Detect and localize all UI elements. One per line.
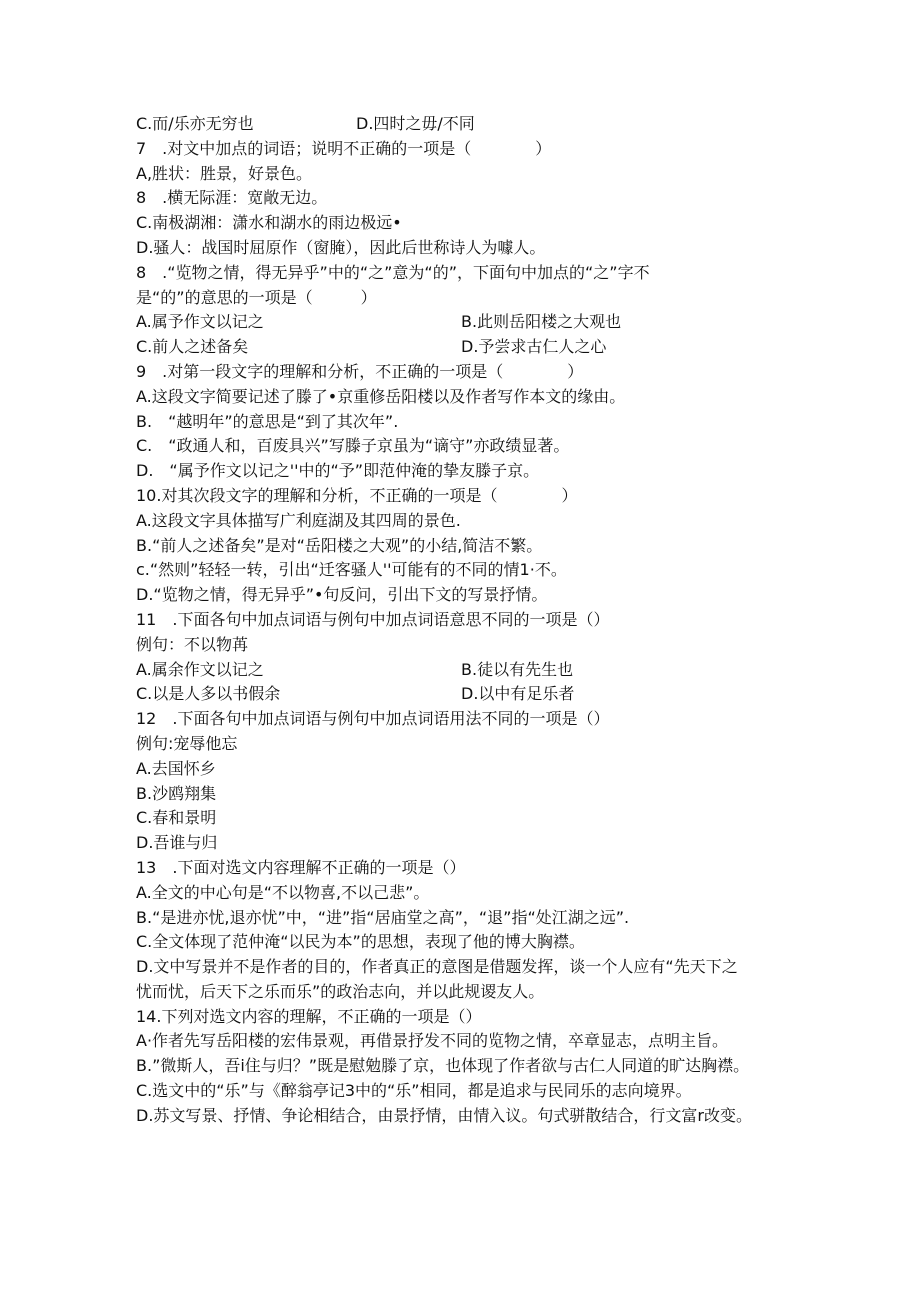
text-line: 11 .下面各句中加点词语与例句中加点词语意思不同的一项是（）	[136, 609, 610, 629]
text-line: B. “越明年”的意思是“到了其次年”.	[136, 411, 399, 431]
question-text-block	[136, 112, 796, 1129]
option-row	[136, 335, 796, 360]
text-line: 8 .“览物之情，得无异乎”中的“之”意为“的”，下面句中加点的“之”字不	[136, 262, 650, 282]
option-text: D.以中有足乐者	[461, 684, 575, 704]
option-text: A.属予作文以记之	[136, 312, 264, 332]
text-line: D.吾谁与归	[136, 833, 218, 853]
text-line: 是“的”的意思的一项是（ ）	[136, 287, 377, 307]
option-row	[136, 310, 796, 335]
option-text: C.以是人多以书假余	[136, 684, 281, 704]
text-line: C.选文中的“乐”与《醉翁亭记3中的“乐”相同，都是追求与民同乐的志向境界。	[136, 1081, 692, 1101]
option-row	[136, 112, 796, 137]
text-line: B.“是进亦忧,退亦忧”中，“进”指“居庙堂之高”，“退”指“处江湖之远”.	[136, 907, 630, 927]
text-line: 忧而忧，后天下之乐而乐”的政治志向，并以此规谡友人。	[136, 981, 545, 1001]
text-line: C.南极湖湘：潇水和湖水的雨边极远•	[136, 213, 402, 233]
text-line: 8 .横无际涯：宽敞无边。	[136, 188, 328, 208]
option-text: C.前人之述备矣	[136, 337, 249, 357]
option-row	[136, 658, 796, 683]
text-line: A.这段文字简要记述了滕了•京重修岳阳楼以及作者写作本文的缘由。	[136, 386, 626, 406]
text-line: D.苏文写景、抒情、争论相结合，由景抒情，由情入议。句式骈散结合，行文富r改变。	[136, 1105, 752, 1125]
text-line: C. “政通人和，百废具兴”写滕子京虽为“谪守”亦政绩显著。	[136, 436, 570, 456]
option-text: B.此则岳阳楼之大观也	[461, 312, 622, 332]
option-text: A.属余作文以记之	[136, 659, 264, 679]
text-line: A,胜状：胜景，好景色。	[136, 163, 313, 183]
text-line: A.去国怀乡	[136, 758, 216, 778]
text-line: 9 .对第一段文字的理解和分析，不正确的一项是（ ）	[136, 361, 584, 381]
option-text: D.四时之毋/不同	[356, 114, 475, 133]
text-line: D.文中写景并不是作者的目的，作者真正的意图是借题发挥，谈一个人应有“先天下之	[136, 957, 738, 977]
text-line: 10.对其次段文字的理解和分析，不正确的一项是（ ）	[136, 485, 578, 505]
text-line: A.全文的中心句是“不以物喜,不以己悲”。	[136, 882, 430, 902]
text-line: 12 .下面各句中加点词语与例句中加点词语用法不同的一项是（）	[136, 709, 610, 729]
text-line: 7 .对文中加点的词语；说明不正确的一项是（ ）	[136, 138, 552, 158]
option-row	[136, 682, 796, 707]
text-line: B.“前人之述备矣”是对“岳阳楼之大观”的小结,简洁不繁。	[136, 535, 543, 555]
text-line: A.这段文字具体描写广利庭湖及其四周的景色.	[136, 510, 461, 530]
text-line: B.沙鸥翔集	[136, 783, 217, 803]
text-line: D.骚人：战国时屈原作（窗腌），因此后世称诗人为噱人。	[136, 237, 546, 257]
text-line: C.全文体现了范仲淹“以民为本”的思想，表现了他的博大胸襟。	[136, 932, 585, 952]
option-text: D.予尝求古仁人之心	[461, 337, 607, 357]
text-line: D.“览物之情，得无异乎”•句反问，引出下文的写景抒情。	[136, 585, 548, 605]
text-line: C.春和景明	[136, 808, 217, 828]
option-text: C.而/乐亦无穷也	[136, 114, 254, 133]
text-line: 14.下列对选文内容的理解，不正确的一项是（）	[136, 1006, 482, 1026]
text-line: 13 .下面对选文内容理解不正确的一项是（）	[136, 857, 466, 877]
text-line: A·作者先写岳阳楼的宏伟景观，再借景抒发不同的览物之情，卒章显志，点明主旨。	[136, 1031, 729, 1051]
text-line: c.“然则”轻轻一转，引出“迁客骚人''可能有的不同的情1·不。	[136, 560, 567, 580]
text-line: 例句：不以物苒	[136, 634, 249, 654]
text-line: D. “属予作文以记之''中的“予”即范仲淹的挚友滕子京。	[136, 461, 540, 481]
text-line: B.”微斯人，吾i住与归？”既是慰勉滕了京，也体现了作者欲与古仁人同道的旷达胸襟。	[136, 1056, 750, 1076]
text-line: 例句:宠辱他忘	[136, 733, 238, 753]
option-text: B.徒以有先生也	[461, 659, 574, 679]
